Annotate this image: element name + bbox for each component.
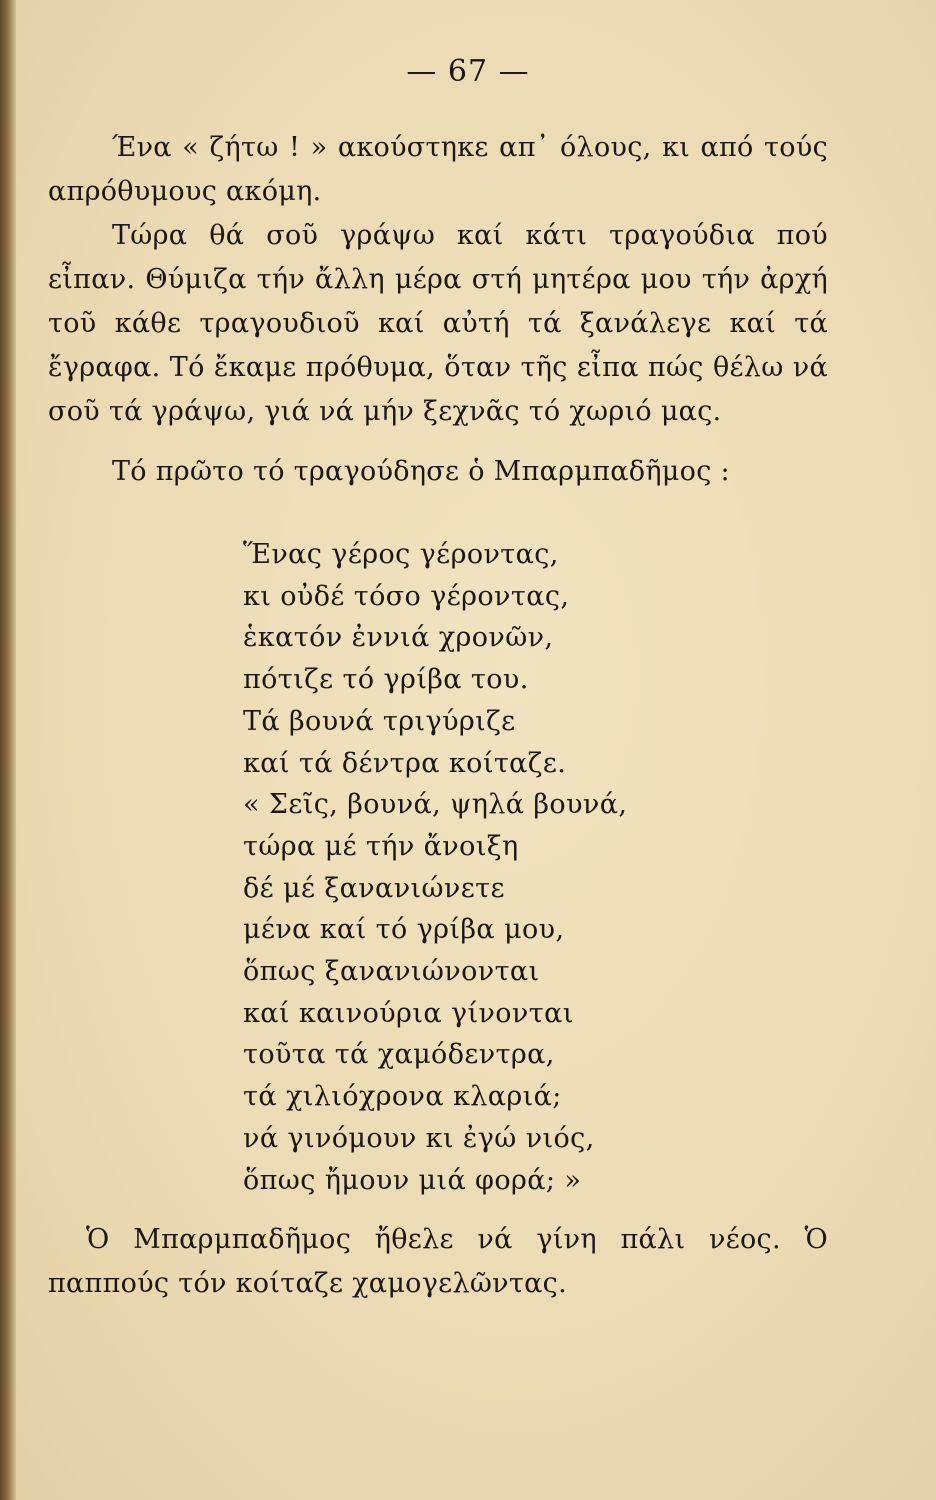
poem-line: τά χιλιόχρονα κλαριά; <box>243 1081 562 1113</box>
poem-line: νά γινόμουν κι ἐγώ νιός, <box>243 1122 595 1154</box>
poem-line: τοῦτα τά χαμόδεντρα, <box>243 1039 555 1071</box>
page-number: — 67 — <box>406 54 530 89</box>
poem-line: καί καινούρια γίνονται <box>243 997 574 1029</box>
poem-line: δέ μέ ξανανιώνετε <box>243 872 505 904</box>
poem-line: κι οὐδέ τόσο γέροντας, <box>243 580 570 612</box>
poem-line: καί τά δέντρα κοίταζε. <box>243 747 567 779</box>
paragraph-songs-intro: Τώρα θά σοῦ γράψω καί κάτι τραγούδια πού εἶπαν. Θύμιζα τήν ἄλλη μέρα στή μητέρα μου τήν ἀρχή τοῦ κάθε τραγουδιοῦ καί αὐτή τά ξανάλεγε καί τά ἔγραφα. Τό ἔκαμε πρόθυμα, ὅταν τῆς εἶπα πώς θέλω νά σοῦ τά γράψω, γιά νά μήν ξεχνᾶς τό χωριό μας. <box>48 220 828 427</box>
paragraph-cheer: Ένα « ζήτω ! » ακούστηκε απ᾿ όλους, κι από τούς απρόθυμους ακόμη. <box>48 132 828 207</box>
page-binding-edge <box>0 0 16 1500</box>
poem <box>243 534 663 1201</box>
poem-line: Τά βουνά τριγύριζε <box>243 705 516 737</box>
paragraph-first-song: Τό πρῶτο τό τραγούδησε ὁ Μπαρμπαδῆμος : <box>112 456 730 487</box>
poem-line: ἑκατόν ἐννιά χρονῶν, <box>243 622 554 654</box>
poem-line: μένα καί τό γρίβα μου, <box>243 914 565 946</box>
poem-line: πότιζε τό γρίβα του. <box>243 664 529 696</box>
poem-line: ὅπως ἤμουν μιά φορά; » <box>243 1164 582 1196</box>
poem-line: ὅπως ξανανιώνονται <box>243 956 540 988</box>
poem-line: Ἕνας γέρος γέροντας, <box>243 539 559 570</box>
poem-line: « Σεῖς, βουνά, ψηλά βουνά, <box>243 789 628 821</box>
poem-line: τώρα μέ τήν ἄνοιξη <box>243 830 519 862</box>
paragraph-closing: Ὁ Μπαρμπαδῆμος ἤθελε νά γίνη πάλι νέος. Ὁ παππούς τόν κοίταζε χαμογελῶντας. <box>48 1224 828 1299</box>
